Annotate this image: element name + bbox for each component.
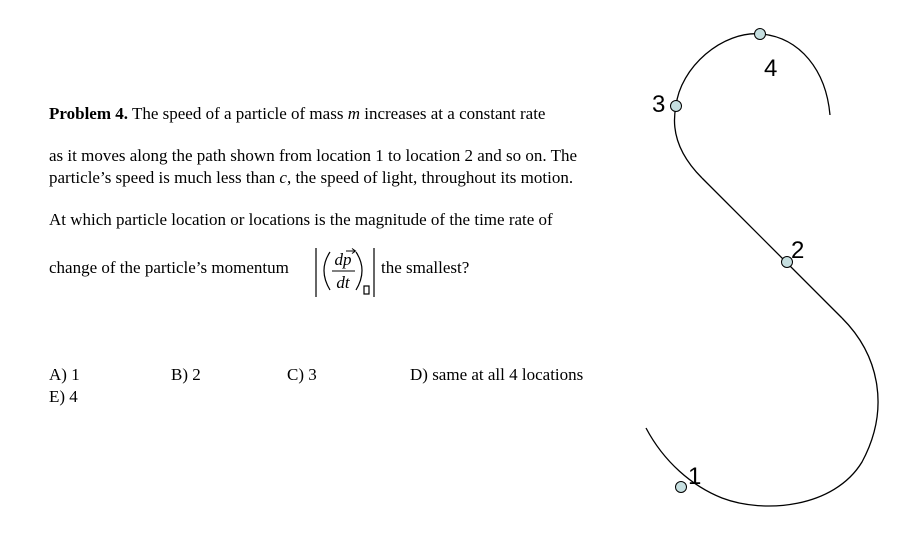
upper-bend bbox=[674, 106, 702, 178]
choice-c: C) 3 bbox=[287, 365, 317, 384]
location-4-marker bbox=[755, 29, 766, 40]
formula-denominator: dt bbox=[336, 273, 350, 292]
location-3-marker bbox=[671, 101, 682, 112]
mass-symbol: m bbox=[347, 104, 360, 123]
choice-a: A) 1 bbox=[49, 365, 80, 384]
lower-arc bbox=[646, 318, 878, 506]
problem-text-5a: change of the particle’s momentum bbox=[49, 258, 289, 277]
location-4-label: 4 bbox=[764, 55, 778, 82]
c-symbol: c bbox=[279, 168, 287, 187]
problem-line-2: as it moves along the path shown from location 1 to location 2 and so on. The bbox=[49, 146, 578, 165]
upper-arc bbox=[676, 34, 830, 115]
problem-text-1b: increases at a constant rate bbox=[359, 104, 546, 123]
choice-e: E) 4 bbox=[49, 387, 78, 406]
location-3-label: 3 bbox=[652, 91, 666, 118]
problem-line-4: At which particle location or locations is the magnitude of the time rate of bbox=[49, 210, 553, 229]
location-1-label: 1 bbox=[688, 463, 702, 490]
problem-label: Problem 4. bbox=[49, 104, 129, 123]
problem-text-5b: the smallest? bbox=[381, 258, 470, 277]
choice-b: B) 2 bbox=[171, 365, 201, 384]
location-1-marker bbox=[676, 482, 687, 493]
problem-text-3b: , the speed of light, throughout its motion. bbox=[286, 168, 574, 187]
formula-numerator: dp bbox=[334, 250, 352, 269]
choice-d: D) same at all 4 locations bbox=[410, 365, 584, 384]
location-2-label: 2 bbox=[791, 237, 805, 264]
problem-text-3a: particle’s speed is much less than bbox=[49, 168, 280, 187]
diagonal-segment bbox=[702, 178, 842, 318]
problem-text-1a: The speed of a particle of mass bbox=[128, 104, 348, 123]
